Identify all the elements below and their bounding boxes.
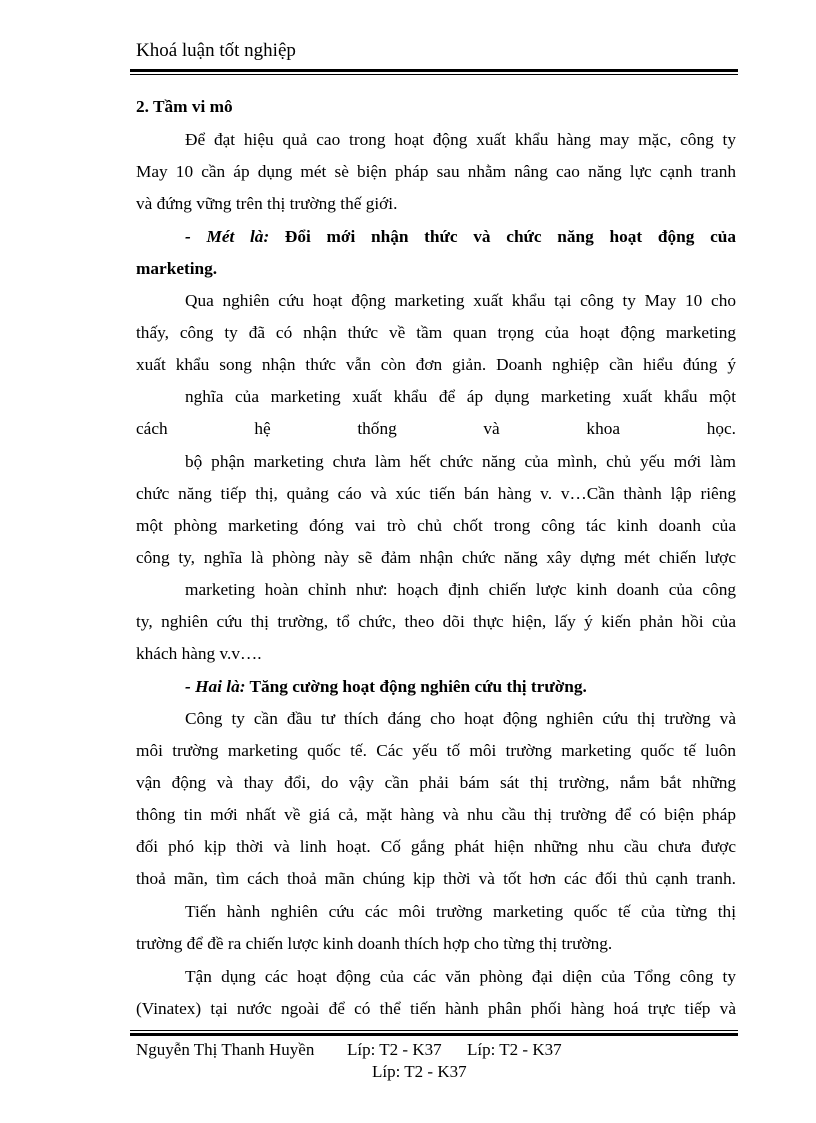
paragraph-line: trường để đề ra chiến lược kinh doanh thích hợp cho từng thị trường. — [136, 934, 613, 953]
paragraph-line: marketing hoàn chỉnh như: hoạch định chiến lược kinh doanh của công — [185, 580, 736, 599]
heading-one — [185, 227, 736, 247]
footer-author: Nguyễn Thị Thanh Huyền — [136, 1040, 315, 1059]
paragraph-line: Qua nghiên cứu hoạt động marketing xuất khẩu tại công ty May 10 cho — [185, 291, 736, 310]
footer-class: Líp: T2 - K37 — [347, 1040, 442, 1059]
paragraph-line: công ty, nghĩa là phòng này sẽ đảm nhận chức năng xây dựng mét chiến lược — [136, 548, 736, 567]
footer-class-second: Líp: T2 - K37 — [372, 1062, 467, 1081]
heading-one-text: Đổi mới nhận thức và chức năng hoạt động của — [269, 227, 736, 246]
paragraph-line: nghĩa của marketing xuất khẩu để áp dụng marketing xuất khẩu một — [185, 387, 736, 406]
paragraph-line: đối phó kịp thời và linh hoạt. Cố gắng phát hiện những nhu cầu chưa được — [136, 837, 736, 856]
header-rule-thick — [130, 69, 738, 72]
heading-two-text: Tăng cường hoạt động nghiên cứu thị trường. — [245, 677, 587, 696]
paragraph-line: (Vinatex) tại nước ngoài để có thể tiến hành phân phối hàng hoá trực tiếp và — [136, 999, 736, 1018]
header-rule-thin — [130, 74, 738, 75]
footer-rule-thick — [130, 1033, 738, 1036]
paragraph-line: Để đạt hiệu quả cao trong hoạt động xuất khẩu hàng may mặc, công ty — [185, 130, 736, 149]
heading-two — [185, 677, 736, 697]
paragraph-line: và đứng vững trên thị trường thế giới. — [136, 194, 398, 213]
heading-one-continuation: marketing. — [136, 259, 218, 278]
heading-two-label: - Hai là: — [185, 677, 246, 696]
paragraph-line: chức năng tiếp thị, quảng cáo và xúc tiến bán hàng v. v…Cần thành lập riêng — [136, 484, 736, 503]
paragraph-line: môi trường marketing quốc tế. Các yếu tố môi trường marketing quốc tế luôn — [136, 741, 736, 760]
paragraph-line: Công ty cần đầu tư thích đáng cho hoạt động nghiên cứu thị trường và — [185, 709, 736, 728]
section-heading: 2. Tầm vi mô — [136, 97, 233, 116]
paragraph-line: thông tin mới nhất về giá cả, mặt hàng và nhu cầu thị trường để có biện pháp — [136, 805, 736, 824]
paragraph-line: Tận dụng các hoạt động của các văn phòng đại diện của Tổng công ty — [185, 967, 736, 986]
heading-one-label: - Mét là: — [185, 227, 270, 246]
footer-rule-thin — [130, 1030, 738, 1031]
paragraph-line: Tiến hành nghiên cứu các môi trường marketing quốc tế của từng thị — [185, 902, 736, 921]
paragraph-line: vận động và thay đổi, do vậy cần phải bám sát thị trường, nắm bắt những — [136, 773, 736, 792]
paragraph-line: khách hàng v.v…. — [136, 644, 262, 663]
page-header-title: Khoá luận tốt nghiệp — [136, 40, 296, 61]
footer-class-overlap: Líp: T2 - K37 — [467, 1040, 562, 1059]
paragraph-line: xuất khẩu song nhận thức vẫn còn đơn giản. Doanh nghiệp cần hiểu đúng ý — [136, 355, 736, 374]
paragraph-line: một phòng marketing đóng vai trò chủ chốt trong công tác kinh doanh của — [136, 516, 736, 535]
paragraph-line: cách hệ thống và khoa học. — [136, 419, 736, 438]
paragraph-line: thấy, công ty đã có nhận thức về tầm quan trọng của hoạt động marketing — [136, 323, 736, 342]
paragraph-line: ty, nghiên cứu thị trường, tổ chức, theo dõi thực hiện, lấy ý kiến phản hồi của — [136, 612, 736, 631]
paragraph-line: bộ phận marketing chưa làm hết chức năng của mình, chủ yếu mới làm — [185, 452, 736, 471]
paragraph-line: May 10 cần áp dụng mét sè biện pháp sau nhằm nâng cao năng lực cạnh tranh — [136, 162, 736, 181]
paragraph-line: thoả mãn, tìm cách thoả mãn chúng kịp thời và tốt hơn các đối thủ cạnh tranh. — [136, 869, 736, 888]
